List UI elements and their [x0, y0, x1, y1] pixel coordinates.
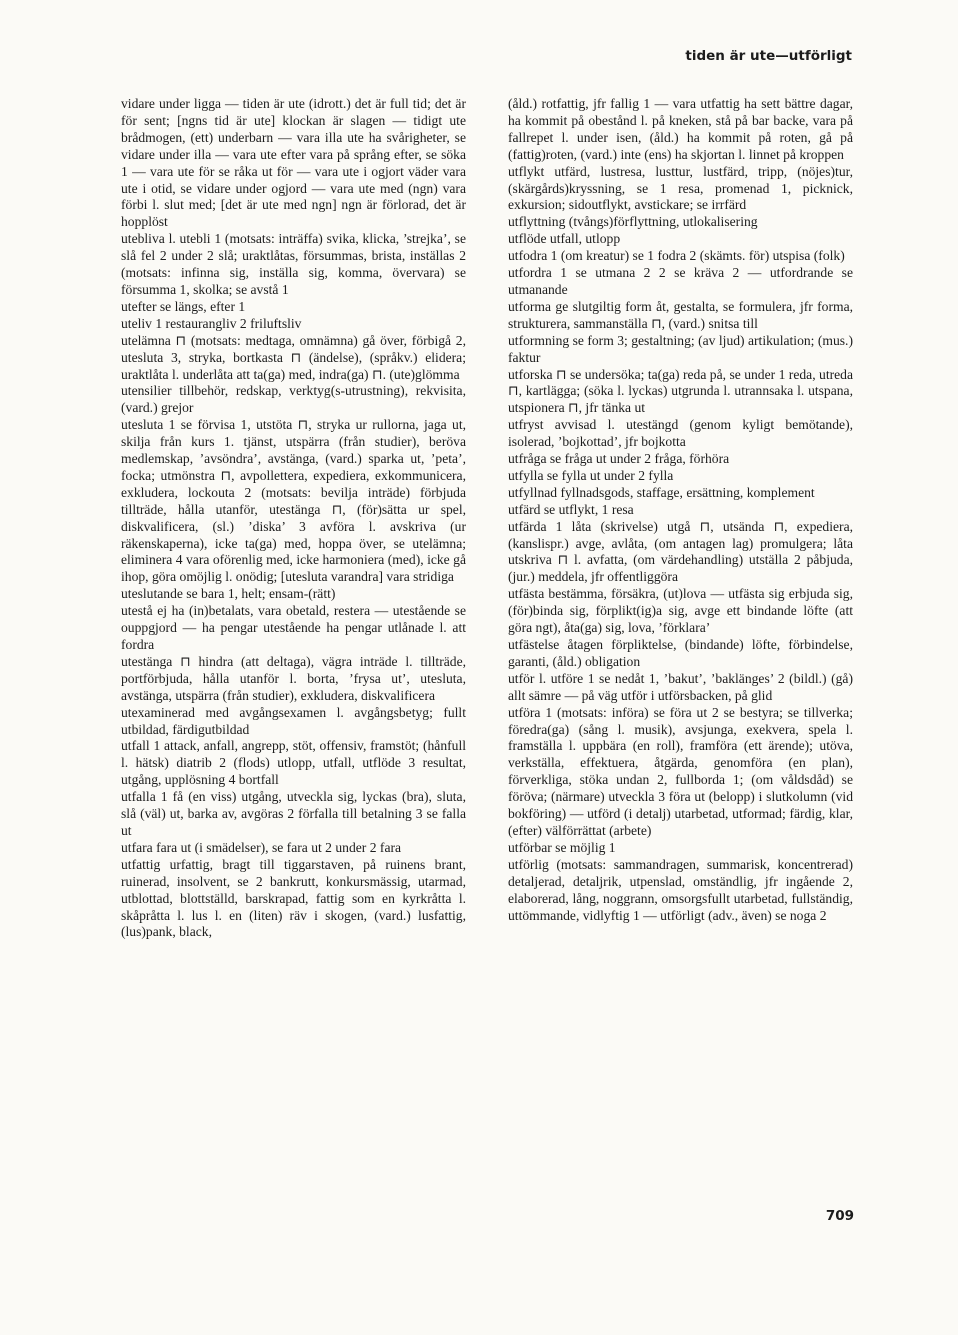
right-column — [508, 96, 853, 924]
entry-utfraga: utfråga se fråga ut under 2 fråga, förhöra — [508, 451, 730, 467]
entry-utfryst: utfryst avvisad l. utestängd (genom kyligt bemötande), isolerad, ’bojkottad’, jfr bojkotta — [508, 417, 853, 450]
entry-uteslutande: uteslutande se bara 1, helt; ensam-(rätt) — [121, 586, 336, 602]
left-column — [121, 96, 466, 941]
entry-utfard: utfärd se utflykt, 1 resa — [508, 501, 634, 517]
entry-utelamna: utelämna ⊓ (motsats: medtaga, omnämna) gå över, förbigå 2, utesluta 3, stryka, bortkasta ⊓ (ändelse), (språkv.) elidera; uraktlåta l. underlåta att ta(ga) med, indra(ga) ⊓. (ute)glömma — [121, 332, 466, 382]
entry-utfor: utför l. utföre 1 se nedåt 1, ’bakut’, ’baklänges’ 2 (bildl.) (gå) allt sämre — på väg utför i utförsbacken, på glid — [508, 670, 853, 703]
entry-utformning: utformning se form 3; gestaltning; (av ljud) artikulation; (mus.) faktur — [508, 332, 853, 365]
page-number: 709 — [825, 1208, 854, 1224]
running-head: tiden är ute—utförligt — [685, 48, 852, 64]
entry-utflyttning: utflyttning (tvångs)förflyttning, utlokalisering — [508, 214, 758, 230]
entry-utesluta: utesluta 1 se förvisa 1, utstöta ⊓, stryka ur rullorna, jaga ut, skilja från kurs 1. tjänst, utspärra (från studier), beröva medlemskap, ’avsöndra’, avstänga, (vard.) sparka ut, ’peta’, focka; utmönstra ⊓, avpollettera, expediera, exkommunicera, exkludera, lockouta 2 (motsats: bevilja inträde) förbjuda tillträde, hålla utanför, utestänga ⊓, (för)sätta ur spel, diskvalificera, (sl.) ’diska’ 3 avföra l. avskriva (ur räkenskaperna), icke ta(ga) med, hoppa över, se utelämna; eliminera 4 vara oförenlig med, icke harmoniera (med), icke gå ihop, göra omöjlig l. onödig; [utesluta varandra] vara stridiga — [121, 417, 466, 585]
entry-utforska: utforska ⊓ se undersöka; ta(ga) reda på, se under 1 reda, utreda ⊓, kartlägga; (söka l. lyckas) utgrunda l. utrannsaka l. utspana, utspionera ⊓, jfr tänka ut — [508, 366, 853, 416]
entry-utfodra: utfodra 1 (om kreatur) se 1 fodra 2 (skämts. för) utspisa (folk) — [508, 248, 845, 264]
entry-utfyllnad: utfyllnad fyllnadsgods, staffage, ersättning, komplement — [508, 484, 815, 500]
entry-utesta: utestå ej ha (in)betalats, vara obetald, restera — utestående se ouppgjord — ha pengar utestående ha pengar utlånade l. att fordra — [121, 603, 466, 652]
entry-utfordra: utfordra 1 se utmana 2 2 se kräva 2 — utfordrande se utmanande — [508, 265, 853, 297]
entry-utfarda: utfärda 1 låta (skrivelse) utgå ⊓, utsända ⊓, expediera, (kanslispr.) avge, avlåta, (om antagen lag) promulgera; låta utskriva ⊓ l. avfatta, (om värdehandling) utställa 2 påbjuda, (jur.) meddela, jfr offentliggöra — [508, 518, 853, 585]
entry-utfylla: utfylla se fylla ut under 2 fylla — [508, 467, 674, 483]
entry-utestanga: utestänga ⊓ hindra (att deltaga), vägra inträde l. tillträde, portförbjuda, hålla utanför l. borta, ’frysa ut’, utesluta, avstänga, utspärra (från studier), exkludera, diskvalificera — [121, 653, 466, 703]
entry-utfara: utfara fara ut (i smädelser), se fara ut 2 under 2 fara — [121, 839, 402, 855]
entry-utfalla: utfalla 1 få (en viss) utgång, utveckla sig, lyckas (bra), sluta, slå (väl) ut, barka av, avgöras 2 förfalla till betalning 3 se falla ut — [121, 789, 466, 838]
entry-utensilier: utensilier tillbehör, redskap, verktyg(s-utrustning), rekvisita, (vard.) grejor — [121, 383, 466, 416]
entry-ute-continued: vidare under ligga — tiden är ute (idrott.) det är full tid; det är för sent; [ngns tid är ute] klockan är slagen — tidigt ute brådmogen, (ett) underbarn — vara illa ute ha svårigheter, se vidare under illa — vara ute efter vara på språng efter, se söka 1 — vara ute för se råka ut för — vara ute i ogjort väder vara ute i otid, se vidare under ogjord — vara ute med (ngn) vara förbi l. slut med; [det är ute med ngn] ngn är förlorad, det är hopplöst — [121, 96, 466, 230]
entry-utefter: utefter se längs, efter 1 — [121, 298, 246, 314]
entry-utfattig: utfattig urfattig, bragt till tiggarstaven, på ruinens brant, ruinerad, insolvent, se 2 bankrutt, konkursmässig, utarmad, utblottad, blottställd, barskrapad, fattig som en kyrkråtta l. skåpråtta l. lus l. en (liten) räv i skogen, (vard.) lusfattig, (lus)pank, black, — [121, 856, 466, 940]
entry-utfasta: utfästa bestämma, försäkra, (ut)lova — utfästa sig erbjuda sig, (för)binda sig, förplikt(ig)a sig, avge ett bindande löfte (att göra ngt), åta(ga) sig, lova, ’förklara’ — [508, 586, 853, 636]
entry-utebliva: utebliva l. utebli 1 (motsats: inträffa) svika, klicka, ’strejka’, se slå fel 2 under 2 slå; uraktlåtas, försummas, brista, inställas 2 (motsats: infinna sig, inställa sig, komma, övervara) se försumma 1, skolka; se avstå 1 — [121, 231, 466, 297]
entry-utforma: utforma ge slutgiltig form åt, gestalta, se formulera, jfr forma, strukturera, sammanställa ⊓, (vard.) snitsa till — [508, 298, 853, 331]
entry-uteliv: uteliv 1 restaurangliv 2 friluftsliv — [121, 315, 302, 331]
entry-utforlig: utförlig (motsats: sammandragen, summarisk, koncentrerad) detaljerad, detaljrik, utpenslad, omständlig, jfr ingående 2, elaborerad, lång, noggrann, omsorgsfullt utarbetad, fullständig, uttömmande, vidlyftig 1 — utförligt (adv., även) se noga 2 — [508, 856, 853, 923]
entry-utforbar: utförbar se möjlig 1 — [508, 839, 616, 855]
entry-utflykt: utflykt utfärd, lustresa, lusttur, lustfärd, tripp, (nöjes)tur, (skärgårds)kryssning, se 1 resa, promenad 1, picknick, exkursion; sidoutflykt, avstickare; se irrfärd — [508, 163, 853, 213]
entry-utfora: utföra 1 (motsats: införa) se föra ut 2 se bestyra; se tillverka; föredra(ga) (sång l. musik), avsjunga, exekvera, spela l. framställa l. uppbära (en roll), framföra (ett ärende); utöva, verkställa, effektuera, åtgärda, genomföra (en plan), förverkliga, stöka undan 2, fullborda 1; (om våldsdåd) se föröva; (närmare) utveckla 3 föra ut (belopp) i slutkolumn (vid bokföring) — utförd (i detalj) utarbetad, utformad; färdig, klar, (efter) välförrättat (arbete) — [508, 704, 853, 838]
entry-utflode: utflöde utfall, utlopp — [508, 231, 621, 247]
entry-utfastelse: utfästelse åtagen förpliktelse, (bindande) löfte, förbindelse, garanti, (åld.) obligation — [508, 637, 853, 669]
entry-utfall: utfall 1 attack, anfall, angrepp, stöt, offensiv, framstöt; (hånfull l. hätsk) diatrib 2 (flods) utlopp, utfall, utflöde 3 resultat, utgång, upplösning 4 bortfall — [121, 738, 466, 788]
entry-utexaminerad: utexaminerad med avgångsexamen l. avgångsbetyg; fullt utbildad, färdigutbildad — [121, 704, 466, 737]
entry-utfattig-continued: (åld.) rotfattig, jfr fallig 1 — vara utfattig ha sett bättre dagar, ha kommit på obestånd l. på kneken, stå på bar backe, vara på fallrepet l. under isen, (åld.) ha kommit på roten, gå på (fattig)roten, (vard.) inte (ens) ha skjortan l. linnet på kroppen — [508, 96, 853, 162]
